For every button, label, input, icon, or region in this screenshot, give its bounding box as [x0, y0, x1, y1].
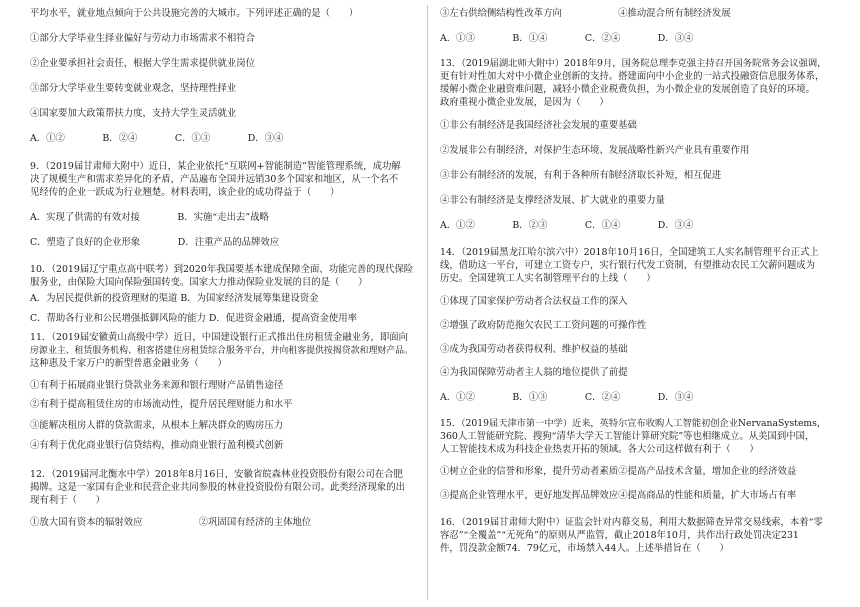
left-column-line: 揭牌。这是一家国有企业和民营企业共同参股的林业投资股份有限公司。此类经济现象的出	[30, 482, 406, 493]
right-column-line: 容忍”“全覆盖”“无死角”的原则从严监管，截止2018年10月，共作出行政处罚决定231	[440, 530, 799, 541]
right-column-line: 线，借助这一平台，可建立工资专户，实行银行代发工资制，有望推动农民工欠薪问题成为	[440, 260, 816, 271]
left-column-line: ②有利于提高租赁住房的市场流动性，提升居民理财能力和水平	[30, 399, 293, 410]
left-column-line: ②企业要承担社会责任，根据大学生需求提供就业岗位	[30, 58, 256, 69]
right-column-line: A．①③ B．①④ C．②④ D．③④	[440, 33, 694, 44]
left-column-line: 服务业，由保险大国向保险强国转变。国家大力推动保险业发展的目的是（ ）	[30, 277, 368, 288]
right-column-line: 历史。全国建筑工人实名制管理平台的上线（ ）	[440, 273, 656, 284]
right-column-line: ①体现了国家保护劳动者合法权益工作的深入	[440, 296, 628, 307]
left-column-line: A．实现了供需的有效对接 B．实施“走出去”战略	[30, 212, 269, 223]
right-column-line: 更有针对性加大对中小微企业创新的支持。搭建面向中小企业的一站式投融资信息服务体系，	[440, 71, 825, 82]
right-column-line: ③左右供给侧结构性改革方向 ④推动混合所有制经济发展	[440, 8, 731, 19]
left-column-line: 平均水平，就业地点倾向于公共设施完善的大城市。下列评述正确的是（ ）	[30, 8, 359, 19]
right-column-line: ④非公有制经济是支撑经济发展、扩大就业的重要力量	[440, 195, 666, 206]
left-column-line: A．为居民提供新的投资理财的渠道 B．为国家经济发展筹集建设资金	[30, 293, 319, 304]
left-column-line: ③部分大学毕业生要转变就业观念，坚持理性择业	[30, 83, 237, 94]
right-column-line: 缓解小微企业融资难问题，减轻小微企业税费负担，为小微企业的发展创造了良好的环境。	[440, 84, 816, 95]
left-column-line: ①有利于拓展商业银行贷款业务来源和银行理财产品销售途径	[30, 380, 284, 391]
right-column-line: 14．（2019届黑龙江哈尔滨六中）2018年10月16日，全国建筑工人实名制管理平台正式上	[440, 247, 819, 258]
right-column-line: A．①② B．②③ C．①④ D．③④	[440, 220, 694, 231]
left-column-line: 12．（2019届河北衡水中学）2018年8月16日，安徽省皖森林业投资股份有限公司在合肥	[30, 469, 403, 480]
left-column-line: 决了规模生产和需求差异化的矛盾，产品遍布全国并远销30多个国家和地区，从一个名不	[30, 174, 399, 185]
left-column-line: ④国家要加大政策帮扶力度，支持大学生灵活就业	[30, 108, 237, 119]
left-column-line: A．①② B．②④ C．①③ D．③④	[30, 133, 284, 144]
left-column-line: ④有利于优化商业银行信贷结构，推动商业银行盈利模式创新	[30, 440, 284, 451]
right-column-line: ②发展非公有制经济，对保护生态环境、发展战略性新兴产业具有重要作用	[440, 145, 750, 156]
right-column-line: 15．（2019届天津市第一中学）近来，英特尔宣布收购人工智能初创企业NervanaSystems，	[440, 418, 827, 429]
left-column-line: 见经传的企业一跃成为行业翘楚。材料表明，该企业的成功得益于（ ）	[30, 187, 340, 198]
left-column-line: 10．（2019届辽宁重点高中联考）到2020年我国要基本建成保障全面、功能完善的现代保险	[30, 264, 414, 275]
right-column-line: ①非公有制经济是我国经济社会发展的重要基础	[440, 120, 637, 131]
right-column-line: 360人工智能研究院、搜狗“清华大学天工智能计算研究院”等也相继成立。从美国到中国，	[440, 431, 815, 442]
right-column-line: 16．（2019届甘肃师大附中）证监会针对内幕交易，利用大数据筛查异常交易线索，本着“零	[440, 517, 823, 528]
left-column-line: C．帮助各行业和公民增强抵御风险的能力 D．促进资金融通，提高资金使用率	[30, 313, 358, 324]
right-column-line: 件，罚没款金额74．79亿元，市场禁入44人。上述举措旨在（ ）	[440, 543, 729, 554]
right-column-line: 13．（2019届湖北师大附中）2018年9月，国务院总理李克强主持召开国务院常务会议强调，	[440, 58, 827, 69]
left-column-line: 现有利于（ ）	[30, 495, 106, 506]
left-column-line: 房源业主、租赁服务机构、租客搭建住房租赁综合服务平台，并向租客提供按揭贷款和理财产品。	[30, 346, 413, 356]
left-column-line: C．塑造了良好的企业形象 D．注重产品的品牌效应	[30, 237, 280, 248]
right-column-line: ③非公有制经济的发展，有利于各种所有制经济取长补短，相互促进	[440, 170, 722, 181]
right-column-line: A．①② B．①③ C．②④ D．③④	[440, 392, 694, 403]
right-column-line: ③成为我国劳动者获得权利、维护权益的基础	[440, 344, 628, 355]
left-column-line: ③能解决租房人群的贷款需求，从根本上解决群众的购房压力	[30, 420, 284, 431]
left-column-line: ①部分大学毕业生择业偏好与劳动力市场需求不相符合	[30, 33, 256, 44]
right-column-line: 人工智能技术成为科技企业热衷开拓的领域。各大公司这样做有利于（ ）	[440, 444, 759, 455]
right-column-line: ①树立企业的信誉和形象，提升劳动者素质②提高产品技术含量，增加企业的经济效益	[440, 466, 797, 477]
column-divider	[427, 5, 428, 600]
right-column-line: ④为我国保障劳动者主人翁的地位提供了前提	[440, 367, 628, 378]
right-column-line: ②增强了政府防范拖欠农民工工资问题的可操作性	[440, 320, 647, 331]
right-column-line: ③提高企业管理水平，更好地发挥品牌效应④提高商品的性能和质量，扩大市场占有率	[440, 490, 797, 501]
left-column-line: 这种惠及千家万户的新型普惠金融业务（ ）	[30, 358, 227, 369]
left-column-line: ①放大国有资本的辐射效应 ②巩固国有经济的主体地位	[30, 517, 312, 528]
left-column-line: 11．（2019届安徽黄山高级中学）近日，中国建设银行正式推出住房租赁金融业务，即面向	[30, 332, 408, 343]
right-column-line: 政府重视小微企业发展，是因为（ ）	[440, 97, 609, 108]
left-column-line: 9．（2019届甘肃师大附中）近日，某企业依托“互联网+智能制造”智能管理系统，成功解	[30, 161, 401, 172]
